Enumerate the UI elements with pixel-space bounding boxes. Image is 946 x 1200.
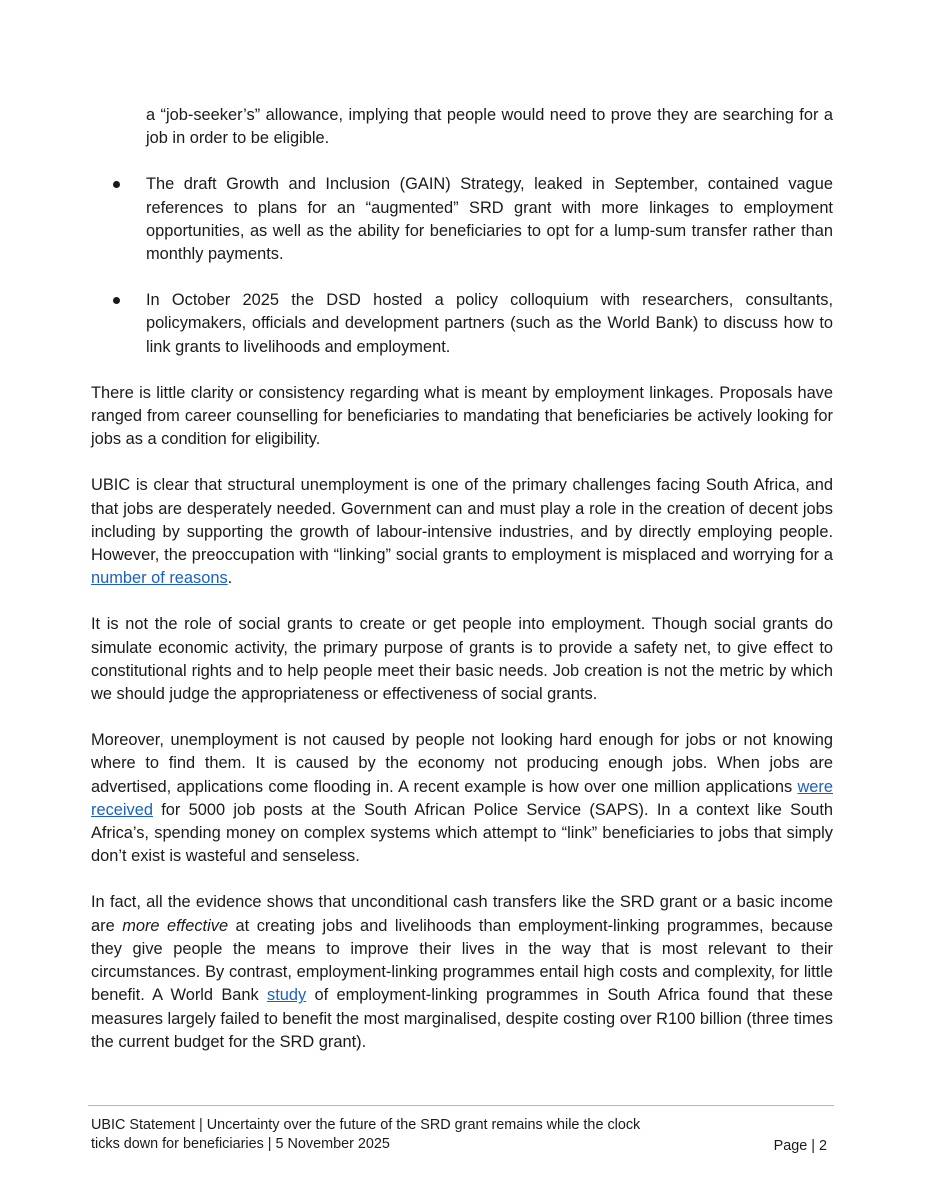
footer-divider bbox=[88, 1105, 834, 1106]
footer-line-2: ticks down for beneficiaries | 5 November 2025 bbox=[91, 1135, 390, 1152]
bullet-continuation: a “job-seeker’s” allowance, implying that people would need to prove they are searching for a job in order to be eligible. bbox=[146, 106, 833, 148]
paragraph-text: UBIC is clear that structural unemployment is one of the primary challenges facing South Africa, and that jobs are desperately needed. Government can and must play a role in the creation of decent jobs including by supporting the growth of labour-intensive industries, and by directly employing people. However, the preoccupation with “linking” social grants to employment is misplaced and worrying for a bbox=[91, 476, 833, 565]
bullet-item-dsd-colloquium bbox=[91, 289, 833, 359]
paragraph-unemployment-causes bbox=[91, 729, 833, 868]
paragraph-text: Moreover, unemployment is not caused by people not looking hard enough for jobs or not knowing where to find them. It is caused by the economy not producing enough jobs. When jobs are advertised, applications come flooding in. A recent example is how over one million applications bbox=[91, 731, 833, 796]
document-body bbox=[91, 104, 833, 1054]
paragraph-role-of-grants: It is not the role of social grants to create or get people into employment. Though social grants do simulate economic activity, the primary purpose of grants is to provide a safety net, to give effect to constitutional rights and to help people meet their basic needs. Job creation is not the metric by which we should judge the appropriateness or effectiveness of social grants. bbox=[91, 615, 833, 704]
footer-title bbox=[91, 1116, 751, 1153]
page-number: Page | 2 bbox=[773, 1138, 827, 1154]
paragraph-evidence bbox=[91, 891, 833, 1053]
paragraph-text: at creating jobs and livelihoods than employment-linking programmes, because they give people the means to improve their lives in the way that is most relevant to their circumstances. By contrast, employment-linking programmes entail high costs and complexity, for little benefit. A World Bank bbox=[91, 916, 833, 1005]
number-of-reasons-link[interactable]: number of reasons bbox=[91, 569, 228, 588]
emphasis-text: more effective bbox=[122, 916, 229, 935]
footer-line-1: UBIC Statement | Uncertainty over the future of the SRD grant remains while the clock bbox=[91, 1117, 641, 1133]
paragraph-text: . bbox=[227, 569, 233, 588]
paragraph-ubic-position bbox=[91, 474, 833, 590]
study-link[interactable]: study bbox=[267, 986, 307, 1005]
paragraph-text: In fact, all the evidence shows that unconditional cash transfers like the SRD grant or a basic income are bbox=[91, 893, 833, 935]
bullet-icon bbox=[113, 297, 120, 304]
paragraph-text: for 5000 job posts at the South African Police Service (SAPS). In a context like South Africa’s, spending money on complex systems which attempt to “link” beneficiaries to jobs that simply don’t exist is wasteful and senseless. bbox=[91, 800, 833, 866]
paragraph-employment-linkages: There is little clarity or consistency regarding what is meant by employment linkages. Proposals have ranged from career counselling for beneficiaries to mandating that beneficiaries be actively looking for jobs as a condition for eligibility. bbox=[91, 383, 833, 449]
bullet-item-gain-strategy bbox=[91, 173, 833, 266]
bullet-text: The draft Growth and Inclusion (GAIN) Strategy, leaked in September, contained vague references to plans for an “augmented” SRD grant with more linkages to employment opportunities, as well as the ability for beneficiaries to opt for a lump-sum transfer rather than monthly payments. bbox=[146, 175, 833, 264]
paragraph-text: of employment-linking programmes in South Africa found that these measures largely failed to benefit the most marginalised, despite costing over R100 billion (three times the current budget for the SRD grant). bbox=[91, 986, 833, 1051]
bullet-icon bbox=[113, 181, 120, 188]
were-received-link[interactable]: were received bbox=[91, 777, 833, 819]
bullet-text: In October 2025 the DSD hosted a policy colloquium with researchers, consultants, policymakers, officials and development partners (such as the World Bank) to discuss how to link grants to livelihoods and employment. bbox=[146, 291, 833, 356]
